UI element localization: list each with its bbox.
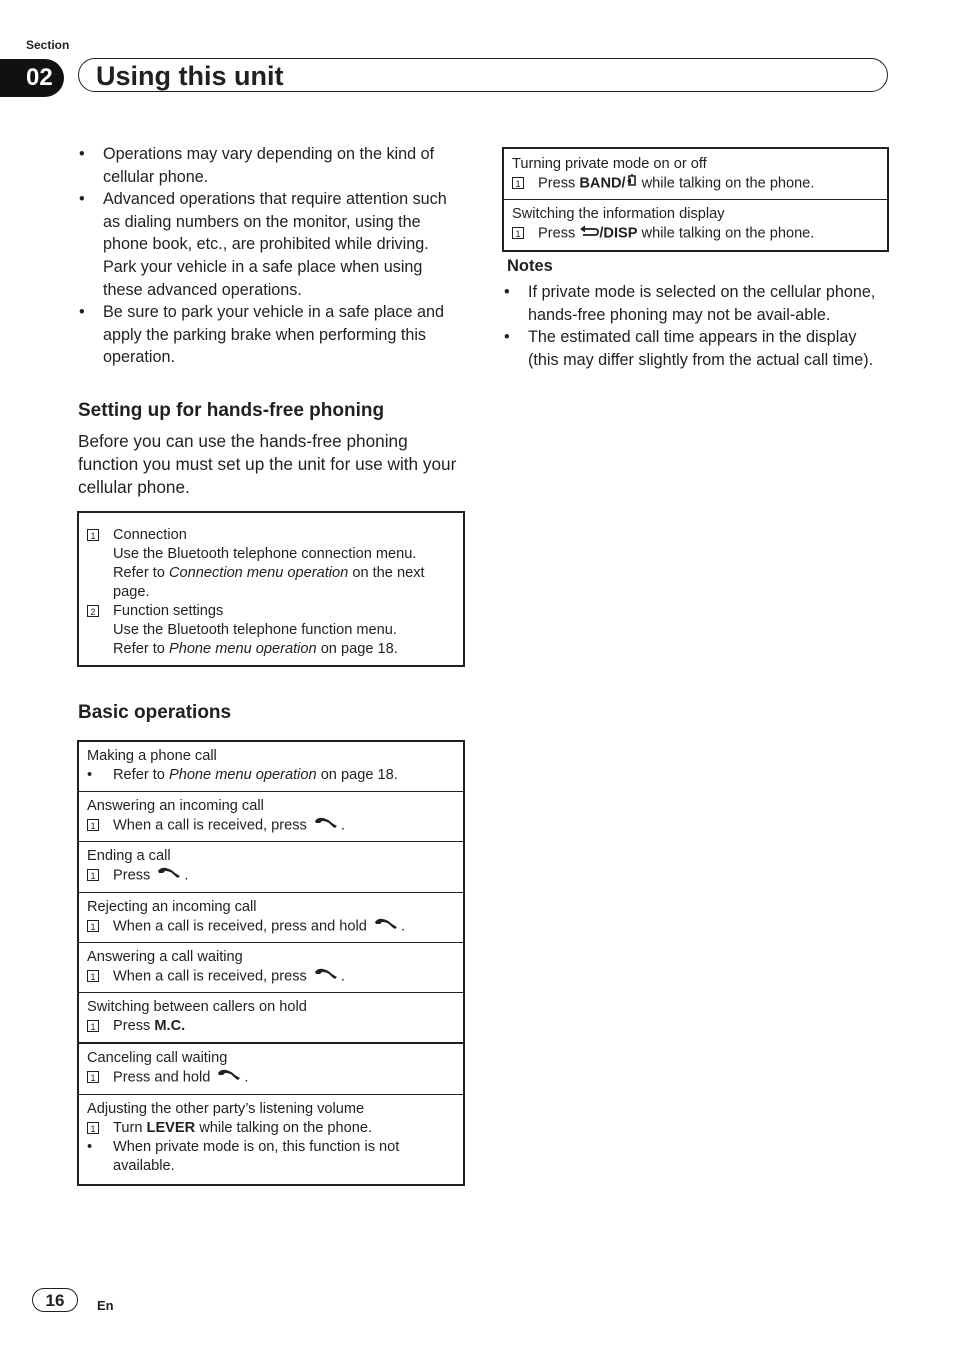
op-title: Switching the information display [512,206,725,223]
note-text: When private mode is on, this function is not available. [113,1138,400,1174]
op-step [87,766,454,785]
phone-handset-icon [156,866,182,885]
op-ending-call [79,841,463,891]
step-text: while talking on the phone. [637,225,815,242]
page-title: Using this unit [96,61,284,91]
step-end: . [400,918,406,935]
step-number: 1 [87,1020,99,1032]
bullet: • [504,328,510,347]
op-step [87,917,454,936]
section-number: 02 [0,59,64,97]
list-item [78,301,466,369]
step-refer [113,564,454,602]
bullet: • [79,190,85,209]
key-label: /DISP [599,225,638,242]
list-item-text: Be sure to park your vehicle in a safe place and apply the parking brake when performing this operation. [103,303,445,367]
refer-suffix: on page 18. [316,767,398,783]
basic-operations-heading: Basic operations [78,702,232,723]
op-title: Answering an incoming call [87,798,264,814]
op-answering-waiting [79,942,463,992]
setup-box [77,511,465,667]
step-text: When a call is received, press [113,968,307,985]
list-item-text: Operations may vary depending on the kind of cellular phone. [103,145,435,186]
return-arrow-icon [579,224,599,243]
step-text: Press [113,867,151,884]
op-step [87,1017,454,1036]
refer-prefix: Refer to [113,767,169,783]
list-item [78,143,466,188]
step-end: . [184,867,189,884]
bullet: • [79,303,85,322]
step-number: 1 [87,920,99,932]
notes-list [503,281,889,371]
op-title: Turning private mode on or off [512,156,707,172]
step-number: 1 [512,227,524,239]
list-item-text: Advanced operations that require attention such as dialing numbers on the monitor, using the phone book, etc., are prohibited while driving. Park your vehicle in a safe place when using these advanced operations. [103,190,447,299]
step-number: 1 [87,1122,99,1134]
step-number: 1 [87,1071,99,1083]
phone-handset-icon [313,816,339,835]
step-text: Press [538,175,580,192]
step-refer [113,640,398,659]
step-text: When a call is received, press and hold [113,918,367,935]
op-step [87,967,454,986]
step-text: Press and hold [113,1069,211,1086]
step-text: Press [538,225,580,242]
refer-suffix: on the next page. [113,565,425,600]
step-title: Function settings [113,603,224,619]
step-number: 2 [87,605,99,617]
setup-steps [79,518,463,665]
language-label: En [97,1298,114,1313]
step-text: while talking on the phone. [637,175,815,192]
bullet: • [79,145,85,163]
bullet: • [504,283,510,301]
op-title: Ending a call [87,848,171,865]
step-text: When a call is received, press [113,817,307,834]
op-step [87,1068,454,1087]
op-title: Rejecting an incoming call [87,898,257,915]
step-text: Press [113,1018,155,1035]
step-text: while talking on the phone. [195,1119,373,1136]
phone-handset-icon [313,967,339,986]
phone-functions-box [502,147,889,252]
refer-prefix: Refer to [113,565,169,581]
step-number: 1 [87,869,99,881]
op-switching-callers [79,992,463,1043]
list-item [503,281,889,326]
op-step [512,174,878,193]
phone-band-icon [626,174,638,193]
list-item [503,326,889,371]
page-number: 16 [32,1288,78,1312]
refer-link[interactable]: Connection menu operation [168,565,349,581]
step-number: 1 [87,970,99,982]
refer-prefix: Refer to [113,641,169,657]
step-number: 1 [87,529,99,541]
bullet: • [87,767,93,783]
op-note [87,1138,454,1176]
op-step [87,1119,454,1138]
op-step [512,224,878,243]
list-item [78,188,466,301]
phone-handset-icon [216,1068,242,1087]
refer-suffix: on page 18. [316,641,398,657]
step-title: Connection [113,527,187,543]
list-item-text: If private mode is selected on the cellular phone, hands-free phoning may not be avail-able. [528,283,876,324]
op-making-call [79,742,463,791]
bullet: • [87,1138,93,1155]
step-number: 1 [512,177,524,189]
op-title: Answering a call waiting [87,949,243,966]
list-item-text: The estimated call time appears in the display (this may differ slightly from the actual call time). [528,328,874,369]
op-private-mode [504,149,887,199]
step-end: . [244,1069,249,1086]
step-text: Turn [113,1119,147,1136]
step-number: 1 [87,819,99,831]
refer-link[interactable]: Phone menu operation [168,767,317,783]
handsfree-heading: Setting up for hands-free phoning [78,400,385,421]
step-text: Use the Bluetooth telephone connection menu. [113,546,417,562]
op-step [87,816,454,835]
op-adjusting-volume [79,1094,463,1184]
key-label: LEVER [146,1119,196,1136]
basic-operations-box [77,740,465,1186]
setup-step-connection [87,526,454,602]
step-text: Use the Bluetooth telephone function menu. [113,622,397,638]
op-canceling-waiting [79,1043,463,1093]
op-step [87,866,454,885]
refer-link[interactable]: Phone menu operation [168,641,317,657]
handsfree-intro: Before you can use the hands-free phoning function you must set up the unit for use with your cellular phone. [78,431,457,497]
op-rejecting-call [79,892,463,942]
phone-handset-icon [373,917,399,936]
key-label: BAND/ [579,175,626,192]
op-title: Making a phone call [87,748,217,764]
op-title: Switching between callers on hold [87,999,307,1016]
precaution-list [78,143,466,369]
op-answering-call [79,791,463,841]
op-title: Adjusting the other party’s listening volume [87,1100,365,1117]
op-title: Canceling call waiting [87,1050,228,1067]
op-info-display [504,199,887,249]
step-end: . [340,817,345,834]
notes-heading: Notes [507,257,553,275]
key-label: M.C. [154,1018,186,1035]
step-end: . [340,968,345,985]
section-label: Section [26,38,70,52]
setup-step-function [87,602,454,659]
